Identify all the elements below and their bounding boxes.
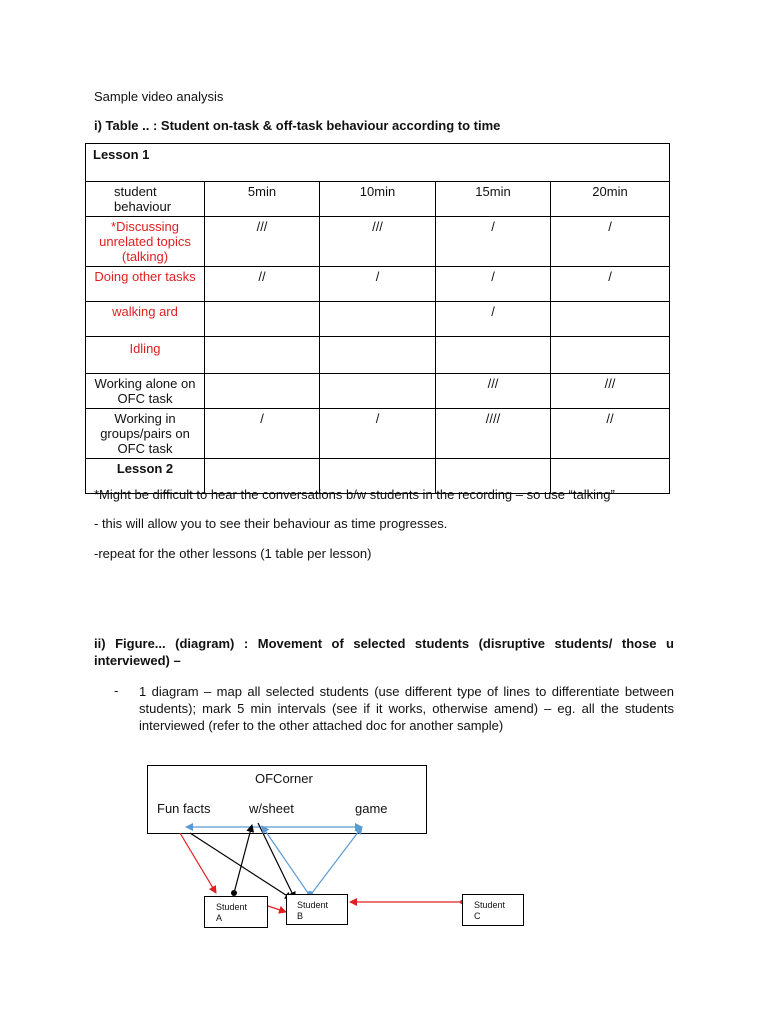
note-repeat-lessons: -repeat for the other lessons (1 table per lesson) bbox=[94, 546, 372, 561]
tally-cell: //// bbox=[436, 409, 551, 459]
header-15min: 15min bbox=[436, 182, 551, 217]
student-a-label: Student bbox=[216, 902, 248, 912]
student-c-label: Student bbox=[474, 900, 506, 910]
student-b-box bbox=[286, 894, 348, 925]
header-behaviour: student behaviour bbox=[86, 182, 205, 217]
arrow-blue-b-game bbox=[312, 827, 362, 893]
student-c-letter: C bbox=[474, 911, 481, 921]
tally-cell: / bbox=[436, 217, 551, 267]
student-b-letter: B bbox=[297, 911, 304, 921]
student-a-box bbox=[204, 896, 268, 928]
note-behaviour-progress: - this will allow you to see their behaviour as time progresses. bbox=[94, 516, 448, 531]
behaviour-working-groups: Working in groups/pairs on OFC task bbox=[86, 409, 205, 459]
student-a-letter: A bbox=[216, 913, 223, 923]
bullet-marker: - bbox=[114, 683, 119, 698]
lesson-1-label: Lesson 1 bbox=[86, 144, 670, 182]
arrow-black-fun-b bbox=[190, 833, 292, 899]
behaviour-working-alone: Working alone on OFC task bbox=[86, 374, 205, 409]
zone-game: game bbox=[355, 801, 388, 816]
note-talking: *Might be difficult to hear the conversations b/w students in the recording – so use “talking” bbox=[94, 487, 615, 502]
behaviour-idling: Idling bbox=[86, 337, 205, 374]
behaviour-discussing: *Discussing unrelated topics (talking) bbox=[86, 217, 205, 267]
tally-cell: // bbox=[205, 267, 320, 302]
header-10min: 10min bbox=[320, 182, 436, 217]
table-heading: i) Table .. : Student on-task & off-task behaviour according to time bbox=[94, 118, 501, 133]
tally-cell: / bbox=[436, 267, 551, 302]
header-5min: 5min bbox=[205, 182, 320, 217]
tally-cell: / bbox=[205, 409, 320, 459]
lesson-2-label: Lesson 2 bbox=[86, 459, 205, 494]
tally-cell: /// bbox=[320, 217, 436, 267]
arrow-red-a bbox=[180, 833, 216, 893]
header-20min: 20min bbox=[551, 182, 670, 217]
document-title: Sample video analysis bbox=[94, 89, 224, 104]
of-corner-title: OFCorner bbox=[255, 771, 313, 786]
bullet-text: 1 diagram – map all selected students (use different type of lines to differentiate between students); mark 5 min intervals (see if it works, otherwise amend) – eg. all the students interviewed (refer to the other attached doc for another sample) bbox=[139, 684, 674, 733]
tally-cell: // bbox=[551, 409, 670, 459]
zone-worksheet: w/sheet bbox=[249, 801, 294, 816]
tally-cell: / bbox=[551, 217, 670, 267]
student-b-label: Student bbox=[297, 900, 329, 910]
tally-cell: /// bbox=[436, 374, 551, 409]
tally-cell: / bbox=[320, 409, 436, 459]
arrow-black-a-up bbox=[234, 825, 252, 893]
arrow-blue-b-ws bbox=[262, 826, 308, 893]
tally-cell: / bbox=[320, 267, 436, 302]
behaviour-walking: walking ard bbox=[86, 302, 205, 337]
behaviour-other-tasks: Doing other tasks bbox=[86, 267, 205, 302]
tally-cell: / bbox=[551, 267, 670, 302]
tally-cell: /// bbox=[551, 374, 670, 409]
tally-cell: /// bbox=[205, 217, 320, 267]
zone-fun-facts: Fun facts bbox=[157, 801, 211, 816]
arrow-black-ws-b bbox=[258, 823, 295, 899]
figure-heading: ii) Figure... (diagram) : Movement of selected students (disruptive students/ those u interviewed) – bbox=[94, 636, 674, 668]
student-c-box bbox=[462, 894, 524, 926]
tally-cell: / bbox=[436, 302, 551, 337]
arrow-red-a-b bbox=[268, 906, 286, 912]
